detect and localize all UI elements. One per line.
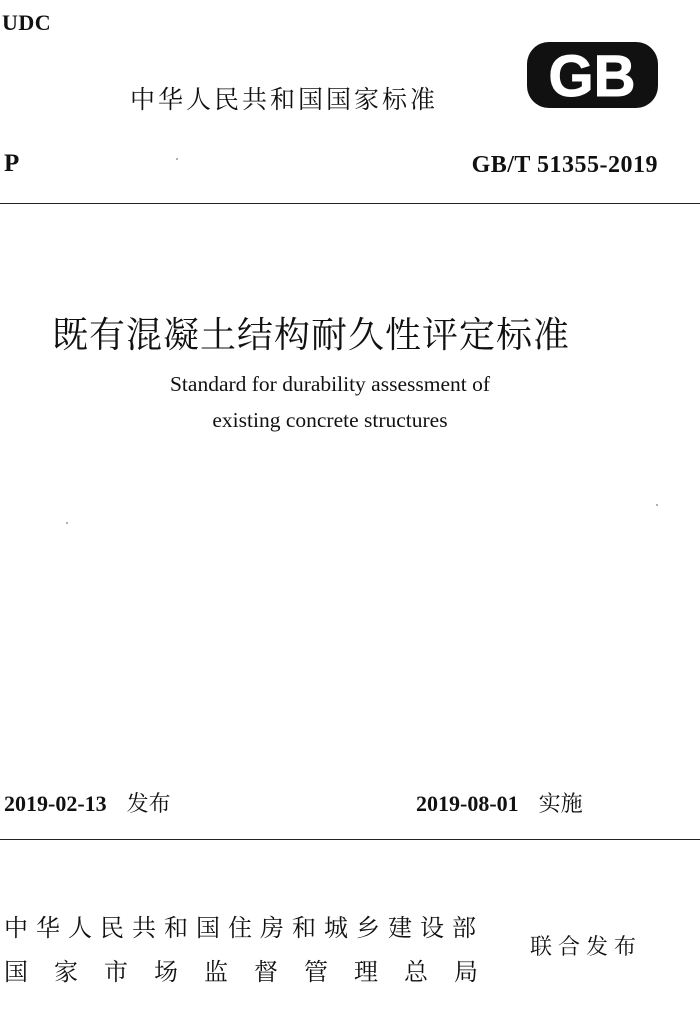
national-standard-heading: 中华人民共和国国家标准: [130, 85, 439, 114]
implement-label: 实施: [538, 792, 583, 817]
bottom-divider: [0, 839, 700, 840]
issuer-administration: 国家市场监督管理总局: [4, 958, 504, 986]
classification-code: P: [4, 150, 20, 177]
scan-speck: [66, 522, 68, 524]
joint-issue-label: 联合发布: [530, 935, 643, 960]
title-english-line1: Standard for durability assessment of: [169, 372, 491, 396]
scan-speck: [656, 504, 658, 506]
implement-date: 2019-08-01: [416, 791, 519, 816]
udc-label: UDC: [2, 10, 52, 35]
issue-label: 发布: [126, 792, 171, 817]
implement-date-block: [416, 787, 583, 818]
scan-speck: [176, 158, 178, 160]
standard-number: GB/T 51355-2019: [471, 152, 658, 178]
issuer-ministry: 中华人民共和国住房和城乡建设部: [4, 914, 484, 942]
gb-logo-text: GB: [548, 44, 636, 109]
issue-date: 2019-02-13: [4, 791, 107, 816]
title-chinese: 既有混凝土结构耐久性评定标准: [52, 315, 571, 356]
gb-logo: [525, 40, 660, 110]
top-divider: [0, 203, 700, 204]
title-english-line2: existing concrete structures: [212, 408, 448, 432]
issue-date-block: [4, 787, 171, 818]
